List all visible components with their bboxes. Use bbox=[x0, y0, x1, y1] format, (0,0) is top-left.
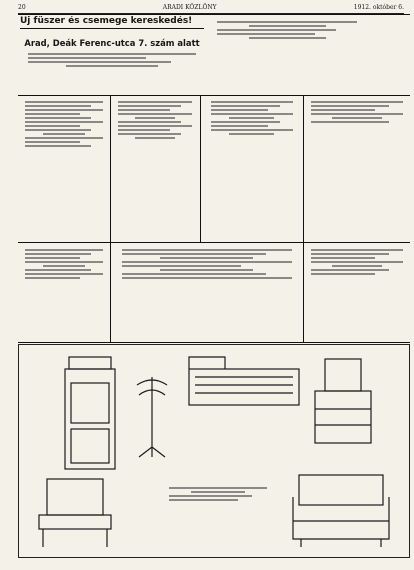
ad-vincze bbox=[305, 244, 409, 341]
ad-stefu-text bbox=[217, 21, 357, 39]
column-rule-3 bbox=[303, 95, 304, 242]
ad-barthl-body bbox=[25, 101, 103, 147]
dresser-illustration bbox=[311, 355, 375, 447]
ad-deutsch-body bbox=[118, 101, 192, 139]
ad-vas-body bbox=[25, 249, 103, 279]
column-rule-2 bbox=[200, 95, 201, 242]
washstand-illustration bbox=[59, 353, 121, 471]
column-rule-5 bbox=[303, 242, 304, 342]
bed-illustration bbox=[185, 353, 303, 411]
ad-fuszer-title: Uj füszer és csemege kereskedés! bbox=[20, 16, 204, 29]
ad-stefu bbox=[206, 16, 368, 94]
ad-vas bbox=[20, 244, 108, 341]
page-number: 20 bbox=[18, 4, 26, 11]
top-rule bbox=[18, 14, 410, 15]
ad-fuszer-body-text bbox=[28, 53, 196, 67]
row-rule-2 bbox=[18, 242, 410, 243]
row-rule-3 bbox=[18, 342, 410, 343]
ad-kalmar-body bbox=[311, 101, 403, 123]
ad-furniture bbox=[18, 344, 410, 558]
ad-fuszer-address: Arad, Deák Ferenc-utca 7. szám alatt bbox=[24, 38, 200, 48]
ad-dinnye bbox=[112, 244, 301, 341]
coat-rack-illustration bbox=[131, 371, 173, 463]
page-header bbox=[18, 4, 404, 14]
sofa-illustration bbox=[287, 467, 395, 549]
newspaper-title: ARADI KÖZLÖNY bbox=[162, 4, 217, 11]
ad-furniture-body bbox=[169, 485, 267, 503]
ad-weisz-body bbox=[211, 101, 293, 135]
ad-weisz bbox=[202, 96, 301, 241]
chair-illustration bbox=[29, 473, 121, 551]
column-rule-1 bbox=[110, 95, 111, 242]
ad-kalmar bbox=[305, 96, 409, 241]
ad-fuszer bbox=[20, 16, 204, 94]
column-rule-4 bbox=[110, 242, 111, 342]
ad-dinnye-body bbox=[122, 249, 292, 279]
ad-vincze-body bbox=[311, 249, 403, 275]
issue-date: 1912. október 6. bbox=[353, 4, 404, 11]
ad-barthl bbox=[20, 96, 108, 241]
ad-deutsch bbox=[112, 96, 198, 241]
